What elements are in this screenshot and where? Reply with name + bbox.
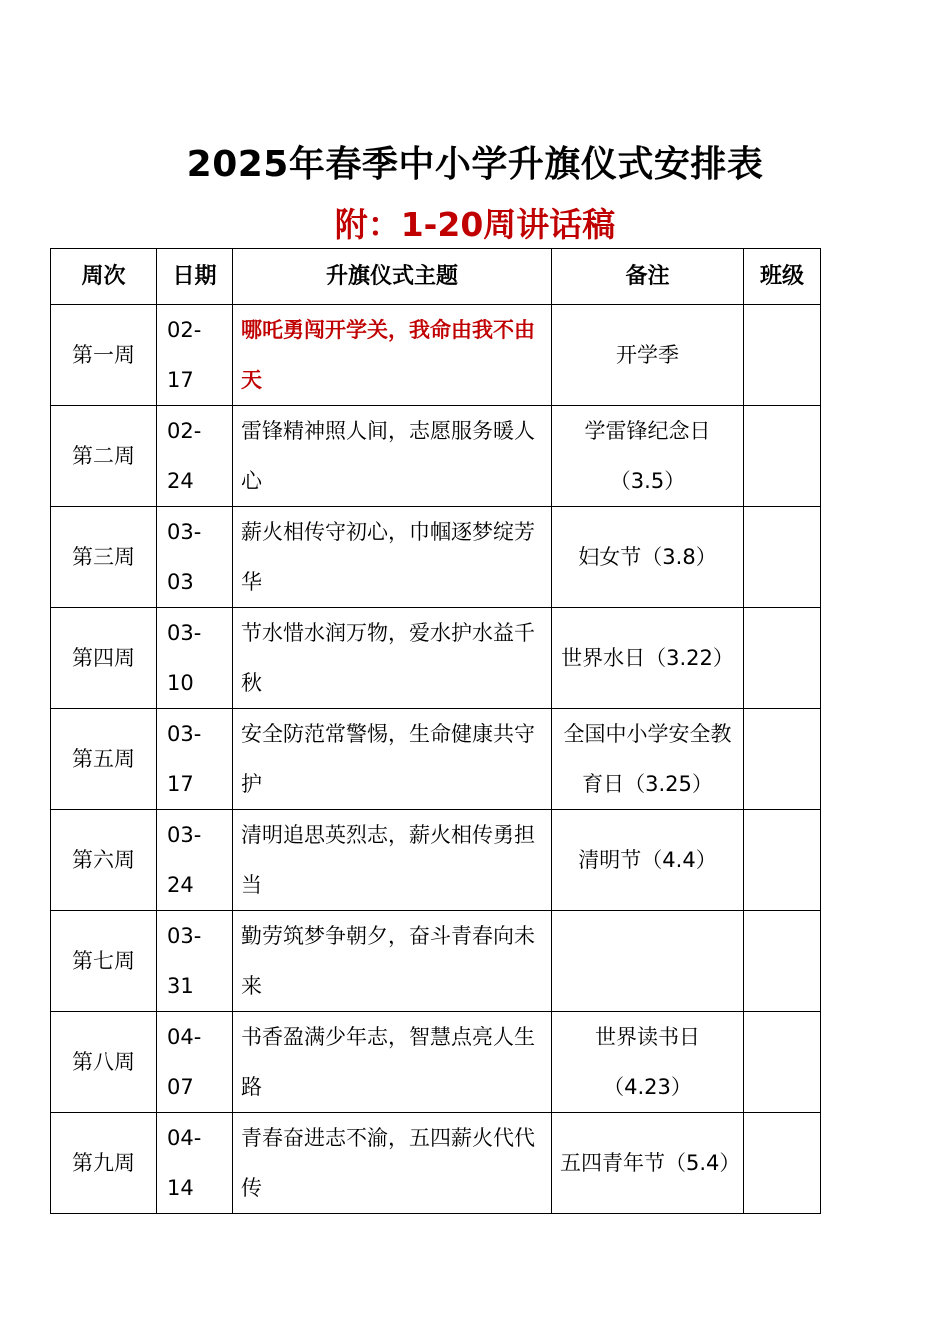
table-row [51,305,821,406]
header-class: 班级 [744,249,821,305]
date-line-bottom: 24 [167,873,194,897]
schedule-table [50,248,821,1214]
cell-note: 清明节（4.4） [552,810,744,911]
cell-class [744,406,821,507]
cell-theme: 书香盈满少年志，智慧点亮人生路 [233,1012,552,1113]
cell-date [157,507,233,608]
date-line-bottom: 10 [167,671,194,695]
date-line-bottom: 24 [167,469,194,493]
cell-date [157,709,233,810]
cell-theme: 节水惜水润万物，爱水护水益千秋 [233,608,552,709]
date-line-bottom: 03 [167,570,194,594]
cell-theme: 哪吒勇闯开学关，我命由我不由天 [233,305,552,406]
cell-date [157,406,233,507]
date-line-bottom: 07 [167,1075,194,1099]
cell-class [744,1012,821,1113]
cell-theme: 雷锋精神照人间，志愿服务暖人心 [233,406,552,507]
table-row [51,1012,821,1113]
cell-date [157,1012,233,1113]
date-line-top: 03- [167,621,202,645]
header-date: 日期 [157,249,233,305]
cell-note [552,911,744,1012]
date-line-top: 03- [167,520,202,544]
cell-week: 第三周 [51,507,157,608]
table-row [51,709,821,810]
cell-date [157,608,233,709]
document-subtitle: 附：1-20周讲话稿 [334,205,616,244]
date-line-bottom: 14 [167,1176,194,1200]
cell-week: 第二周 [51,406,157,507]
cell-class [744,810,821,911]
table-row [51,507,821,608]
table-row [51,406,821,507]
cell-theme: 薪火相传守初心，巾帼逐梦绽芳华 [233,507,552,608]
date-line-bottom: 17 [167,772,194,796]
cell-date [157,911,233,1012]
date-line-top: 02- [167,318,202,342]
cell-note: 全国中小学安全教育日（3.25） [552,709,744,810]
cell-date [157,305,233,406]
cell-note: 五四青年节（5.4） [552,1113,744,1214]
table-row [51,608,821,709]
cell-note: 学雷锋纪念日（3.5） [552,406,744,507]
header-theme: 升旗仪式主题 [233,249,552,305]
cell-note: 世界读书日（4.23） [552,1012,744,1113]
cell-class [744,1113,821,1214]
cell-theme: 安全防范常警惕，生命健康共守护 [233,709,552,810]
cell-week: 第八周 [51,1012,157,1113]
cell-note: 世界水日（3.22） [552,608,744,709]
cell-note: 妇女节（3.8） [552,507,744,608]
table-row [51,911,821,1012]
cell-class [744,709,821,810]
date-line-top: 03- [167,924,202,948]
date-line-bottom: 31 [167,974,194,998]
table-row [51,1113,821,1214]
header-week: 周次 [51,249,157,305]
date-line-top: 03- [167,823,202,847]
cell-theme: 清明追思英烈志，薪火相传勇担当 [233,810,552,911]
date-line-top: 04- [167,1025,202,1049]
date-line-bottom: 17 [167,368,194,392]
cell-week: 第九周 [51,1113,157,1214]
table-row [51,810,821,911]
cell-theme: 勤劳筑梦争朝夕，奋斗青春向未来 [233,911,552,1012]
cell-date [157,810,233,911]
cell-theme: 青春奋进志不渝，五四薪火代代传 [233,1113,552,1214]
document-title: 2025年春季中小学升旗仪式安排表 [186,144,764,185]
cell-week: 第五周 [51,709,157,810]
cell-class [744,305,821,406]
date-line-top: 04- [167,1126,202,1150]
cell-note: 开学季 [552,305,744,406]
cell-class [744,608,821,709]
cell-week: 第六周 [51,810,157,911]
cell-date [157,1113,233,1214]
cell-class [744,911,821,1012]
table-header-row [51,249,821,305]
cell-class [744,507,821,608]
date-line-top: 02- [167,419,202,443]
cell-week: 第七周 [51,911,157,1012]
cell-week: 第四周 [51,608,157,709]
header-note: 备注 [552,249,744,305]
cell-week: 第一周 [51,305,157,406]
date-line-top: 03- [167,722,202,746]
